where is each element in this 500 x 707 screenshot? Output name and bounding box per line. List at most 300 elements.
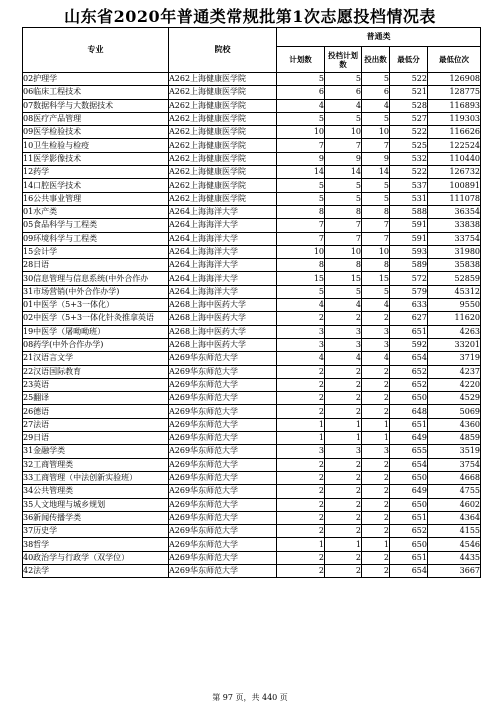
min-score-cell: 528 [390,99,428,112]
min-score-cell: 650 [390,471,428,484]
school-cell: A269华东师范大学 [169,485,277,498]
filed-plan-cell: 4 [325,352,362,365]
plan-cell: 2 [277,525,325,538]
filed-plan-cell: 3 [325,445,362,458]
school-cell: A262上海健康医学院 [169,126,277,139]
school-cell: A269华东师范大学 [169,458,277,471]
min-score-cell: 652 [390,525,428,538]
min-score-cell: 651 [390,551,428,564]
major-cell: 15会计学 [23,245,169,258]
filed-plan-cell: 2 [325,551,362,564]
min-score-cell: 654 [390,352,428,365]
min-score-cell: 579 [390,285,428,298]
major-cell: 30信息管理与信息系统(中外合作办 [23,272,169,285]
min-rank-cell: 4360 [428,418,481,431]
table-row [23,232,481,245]
filed-count-cell: 5 [362,73,390,86]
min-score-cell: 633 [390,299,428,312]
school-cell: A262上海健康医学院 [169,152,277,165]
school-cell: A268上海中医药大学 [169,325,277,338]
plan-cell: 1 [277,432,325,445]
table-body [23,73,481,578]
school-cell: A262上海健康医学院 [169,139,277,152]
major-cell: 31金融学类 [23,445,169,458]
header-major: 专业 [23,28,169,73]
min-score-cell: 650 [390,392,428,405]
header-school: 院校 [169,28,277,73]
min-rank-cell: 4668 [428,471,481,484]
plan-cell: 2 [277,405,325,418]
plan-cell: 3 [277,325,325,338]
school-cell: A269华东师范大学 [169,551,277,564]
min-score-cell: 650 [390,498,428,511]
header-group: 普通类 [277,28,481,47]
major-cell: 22汉语国际教育 [23,365,169,378]
major-cell: 08医疗产品管理 [23,112,169,125]
min-score-cell: 651 [390,418,428,431]
min-score-cell: 522 [390,166,428,179]
filed-count-cell: 2 [362,485,390,498]
min-score-cell: 654 [390,564,428,577]
major-cell: 31市场营销(中外合作办学) [23,285,169,298]
filed-count-cell: 1 [362,418,390,431]
filed-plan-cell: 9 [325,152,362,165]
filed-plan-cell: 15 [325,272,362,285]
table-row [23,205,481,218]
filed-count-cell: 8 [362,259,390,272]
school-cell: A262上海健康医学院 [169,166,277,179]
filed-plan-cell: 3 [325,325,362,338]
table-row [23,405,481,418]
min-score-cell: 531 [390,192,428,205]
plan-cell: 7 [277,219,325,232]
admission-table [22,27,481,578]
school-cell: A269华东师范大学 [169,471,277,484]
plan-cell: 3 [277,338,325,351]
min-rank-cell: 33838 [428,219,481,232]
school-cell: A264上海海洋大学 [169,259,277,272]
table-row [23,392,481,405]
min-rank-cell: 116626 [428,126,481,139]
school-cell: A269华东师范大学 [169,432,277,445]
major-cell: 21汉语言文学 [23,352,169,365]
min-rank-cell: 4546 [428,538,481,551]
filed-count-cell: 7 [362,139,390,152]
filed-count-cell: 1 [362,538,390,551]
min-rank-cell: 119303 [428,112,481,125]
filed-count-cell: 2 [362,564,390,577]
table-row [23,86,481,99]
filed-count-cell: 4 [362,352,390,365]
table-row [23,418,481,431]
school-cell: A268上海中医药大学 [169,312,277,325]
plan-cell: 2 [277,392,325,405]
school-cell: A269华东师范大学 [169,525,277,538]
plan-cell: 8 [277,259,325,272]
filed-count-cell: 3 [362,445,390,458]
table-row [23,564,481,577]
table-row [23,73,481,86]
table-row [23,498,481,511]
major-cell: 37历史学 [23,525,169,538]
filed-count-cell: 7 [362,232,390,245]
min-score-cell: 527 [390,112,428,125]
school-cell: A268上海中医药大学 [169,299,277,312]
filed-count-cell: 6 [362,86,390,99]
plan-cell: 5 [277,192,325,205]
school-cell: A269华东师范大学 [169,378,277,391]
filed-plan-cell: 8 [325,205,362,218]
filed-count-cell: 10 [362,245,390,258]
table-row [23,179,481,192]
filed-count-cell: 5 [362,285,390,298]
school-cell: A264上海海洋大学 [169,272,277,285]
major-cell: 28日语 [23,259,169,272]
filed-plan-cell: 2 [325,498,362,511]
school-cell: A264上海海洋大学 [169,232,277,245]
filed-count-cell: 2 [362,525,390,538]
school-cell: A269华东师范大学 [169,405,277,418]
major-cell: 01中医学（5+3一体化） [23,299,169,312]
min-rank-cell: 5069 [428,405,481,418]
min-score-cell: 592 [390,338,428,351]
school-cell: A269华东师范大学 [169,445,277,458]
plan-cell: 9 [277,152,325,165]
min-score-cell: 522 [390,73,428,86]
table-row [23,192,481,205]
school-cell: A269华东师范大学 [169,498,277,511]
filed-count-cell: 2 [362,365,390,378]
major-cell: 05食品科学与工程类 [23,219,169,232]
min-rank-cell: 126732 [428,166,481,179]
min-score-cell: 649 [390,485,428,498]
min-rank-cell: 126908 [428,73,481,86]
min-rank-cell: 4220 [428,378,481,391]
min-score-cell: 650 [390,538,428,551]
school-cell: A262上海健康医学院 [169,112,277,125]
major-cell: 01水产类 [23,205,169,218]
filed-count-cell: 2 [362,378,390,391]
min-rank-cell: 3754 [428,458,481,471]
min-rank-cell: 116893 [428,99,481,112]
school-cell: A269华东师范大学 [169,352,277,365]
filed-plan-cell: 4 [325,299,362,312]
min-rank-cell: 111078 [428,192,481,205]
filed-plan-cell: 2 [325,485,362,498]
filed-plan-cell: 10 [325,245,362,258]
plan-cell: 5 [277,112,325,125]
min-rank-cell: 4155 [428,525,481,538]
school-cell: A262上海健康医学院 [169,86,277,99]
page-footer: 第 97 页，共 440 页 [212,693,288,702]
major-cell: 25翻译 [23,392,169,405]
major-cell: 09环境科学与工程类 [23,232,169,245]
min-score-cell: 655 [390,445,428,458]
min-rank-cell: 35838 [428,259,481,272]
table-row [23,445,481,458]
filed-plan-cell: 2 [325,458,362,471]
min-rank-cell: 4364 [428,511,481,524]
table-row [23,471,481,484]
major-cell: 12药学 [23,166,169,179]
major-cell: 26德语 [23,405,169,418]
filed-plan-cell: 5 [325,112,362,125]
filed-count-cell: 7 [362,219,390,232]
filed-count-cell: 14 [362,166,390,179]
filed-plan-cell: 1 [325,432,362,445]
table-row [23,551,481,564]
major-cell: 36新闻传播学类 [23,511,169,524]
plan-cell: 2 [277,312,325,325]
filed-plan-cell: 2 [325,525,362,538]
plan-cell: 2 [277,485,325,498]
plan-cell: 2 [277,498,325,511]
major-cell: 16公共事业管理 [23,192,169,205]
min-rank-cell: 4237 [428,365,481,378]
min-rank-cell: 4755 [428,485,481,498]
plan-cell: 5 [277,285,325,298]
min-score-cell: 589 [390,259,428,272]
header-min-score: 最低分 [390,47,428,73]
filed-count-cell: 5 [362,179,390,192]
filed-plan-cell: 5 [325,285,362,298]
min-rank-cell: 11620 [428,312,481,325]
header-filed-count: 投出数 [362,47,390,73]
major-cell: 32工商管理类 [23,458,169,471]
school-cell: A269华东师范大学 [169,365,277,378]
major-cell: 33工商管理（中法创新实验班） [23,471,169,484]
school-cell: A264上海海洋大学 [169,285,277,298]
plan-cell: 4 [277,99,325,112]
filed-plan-cell: 2 [325,365,362,378]
filed-plan-cell: 8 [325,259,362,272]
major-cell: 38哲学 [23,538,169,551]
filed-count-cell: 4 [362,99,390,112]
filed-count-cell: 2 [362,471,390,484]
filed-count-cell: 2 [362,511,390,524]
min-rank-cell: 122524 [428,139,481,152]
min-score-cell: 651 [390,325,428,338]
min-score-cell: 649 [390,432,428,445]
min-rank-cell: 4859 [428,432,481,445]
school-cell: A269华东师范大学 [169,392,277,405]
min-score-cell: 525 [390,139,428,152]
plan-cell: 2 [277,458,325,471]
filed-plan-cell: 14 [325,166,362,179]
table-row [23,139,481,152]
filed-plan-cell: 10 [325,126,362,139]
major-cell: 35人文地理与城乡规划 [23,498,169,511]
min-rank-cell: 31980 [428,245,481,258]
major-cell: 02中医学（5+3一体化针灸推拿英语 [23,312,169,325]
table-row [23,285,481,298]
filed-plan-cell: 7 [325,232,362,245]
min-score-cell: 593 [390,245,428,258]
filed-plan-cell: 2 [325,312,362,325]
filed-plan-cell: 3 [325,338,362,351]
school-cell: A262上海健康医学院 [169,192,277,205]
filed-count-cell: 9 [362,152,390,165]
header-plan: 计划数 [277,47,325,73]
major-cell: 42法学 [23,564,169,577]
min-rank-cell: 4602 [428,498,481,511]
table-row [23,352,481,365]
min-score-cell: 591 [390,219,428,232]
table-row [23,378,481,391]
min-rank-cell: 9550 [428,299,481,312]
filed-count-cell: 2 [362,312,390,325]
major-cell: 07数据科学与大数据技术 [23,99,169,112]
min-score-cell: 652 [390,378,428,391]
school-cell: A262上海健康医学院 [169,99,277,112]
plan-cell: 5 [277,73,325,86]
table-row [23,485,481,498]
table-row [23,99,481,112]
filed-count-cell: 8 [362,205,390,218]
min-score-cell: 651 [390,511,428,524]
plan-cell: 2 [277,378,325,391]
table-row [23,525,481,538]
filed-plan-cell: 2 [325,392,362,405]
school-cell: A264上海海洋大学 [169,219,277,232]
major-cell: 14口腔医学技术 [23,179,169,192]
school-cell: A269华东师范大学 [169,538,277,551]
min-rank-cell: 128775 [428,86,481,99]
plan-cell: 5 [277,179,325,192]
major-cell: 06临床工程技术 [23,86,169,99]
school-cell: A269华东师范大学 [169,564,277,577]
school-cell: A268上海中医药大学 [169,338,277,351]
filed-count-cell: 2 [362,405,390,418]
min-rank-cell: 45312 [428,285,481,298]
major-cell: 19中医学（屠呦呦班） [23,325,169,338]
min-score-cell: 627 [390,312,428,325]
plan-cell: 10 [277,245,325,258]
major-cell: 34公共管理类 [23,485,169,498]
min-score-cell: 532 [390,152,428,165]
table-row [23,245,481,258]
filed-count-cell: 5 [362,192,390,205]
filed-plan-cell: 2 [325,511,362,524]
table-row [23,365,481,378]
plan-cell: 10 [277,126,325,139]
min-score-cell: 521 [390,86,428,99]
min-rank-cell: 52859 [428,272,481,285]
filed-plan-cell: 1 [325,538,362,551]
min-rank-cell: 33201 [428,338,481,351]
plan-cell: 2 [277,365,325,378]
table-row [23,511,481,524]
min-score-cell: 654 [390,458,428,471]
filed-count-cell: 3 [362,325,390,338]
plan-cell: 3 [277,445,325,458]
filed-count-cell: 4 [362,299,390,312]
min-rank-cell: 36354 [428,205,481,218]
table-row [23,272,481,285]
min-score-cell: 648 [390,405,428,418]
min-rank-cell: 33754 [428,232,481,245]
filed-plan-cell: 2 [325,378,362,391]
min-rank-cell: 4435 [428,551,481,564]
filed-plan-cell: 5 [325,192,362,205]
plan-cell: 4 [277,299,325,312]
table-row [23,112,481,125]
page-title: 山东省2020年普通类常规批第1次志愿投档情况表 [64,7,436,26]
school-cell: A269华东师范大学 [169,511,277,524]
min-score-cell: 591 [390,232,428,245]
table-row [23,312,481,325]
filed-plan-cell: 2 [325,405,362,418]
plan-cell: 2 [277,551,325,564]
school-cell: A264上海海洋大学 [169,205,277,218]
table-row [23,299,481,312]
plan-cell: 15 [277,272,325,285]
filed-count-cell: 15 [362,272,390,285]
school-cell: A262上海健康医学院 [169,73,277,86]
filed-plan-cell: 5 [325,179,362,192]
filed-plan-cell: 7 [325,219,362,232]
major-cell: 40政治学与行政学（双学位） [23,551,169,564]
min-rank-cell: 110440 [428,152,481,165]
school-cell: A269华东师范大学 [169,418,277,431]
major-cell: 23英语 [23,378,169,391]
filed-count-cell: 2 [362,551,390,564]
table-row [23,152,481,165]
min-rank-cell: 100891 [428,179,481,192]
min-rank-cell: 4529 [428,392,481,405]
min-score-cell: 572 [390,272,428,285]
filed-count-cell: 2 [362,392,390,405]
filed-plan-cell: 6 [325,86,362,99]
table-row [23,325,481,338]
table-row [23,166,481,179]
table-row [23,126,481,139]
major-cell: 08药学(中外合作办学) [23,338,169,351]
major-cell: 27法语 [23,418,169,431]
plan-cell: 2 [277,471,325,484]
plan-cell: 6 [277,86,325,99]
min-score-cell: 652 [390,365,428,378]
plan-cell: 4 [277,352,325,365]
major-cell: 02护理学 [23,73,169,86]
filed-count-cell: 5 [362,112,390,125]
filed-count-cell: 10 [362,126,390,139]
plan-cell: 1 [277,418,325,431]
table-row [23,259,481,272]
min-score-cell: 588 [390,205,428,218]
filed-plan-cell: 1 [325,418,362,431]
plan-cell: 7 [277,139,325,152]
major-cell: 29日语 [23,432,169,445]
table-row [23,432,481,445]
header-min-rank: 最低位次 [428,47,481,73]
plan-cell: 8 [277,205,325,218]
plan-cell: 14 [277,166,325,179]
filed-plan-cell: 7 [325,139,362,152]
min-rank-cell: 4263 [428,325,481,338]
min-rank-cell: 3719 [428,352,481,365]
filed-count-cell: 3 [362,338,390,351]
filed-plan-cell: 2 [325,471,362,484]
plan-cell: 2 [277,564,325,577]
filed-plan-cell: 2 [325,564,362,577]
school-cell: A264上海海洋大学 [169,245,277,258]
table-row [23,458,481,471]
school-cell: A262上海健康医学院 [169,179,277,192]
filed-plan-cell: 4 [325,99,362,112]
min-score-cell: 537 [390,179,428,192]
major-cell: 11医学影像技术 [23,152,169,165]
